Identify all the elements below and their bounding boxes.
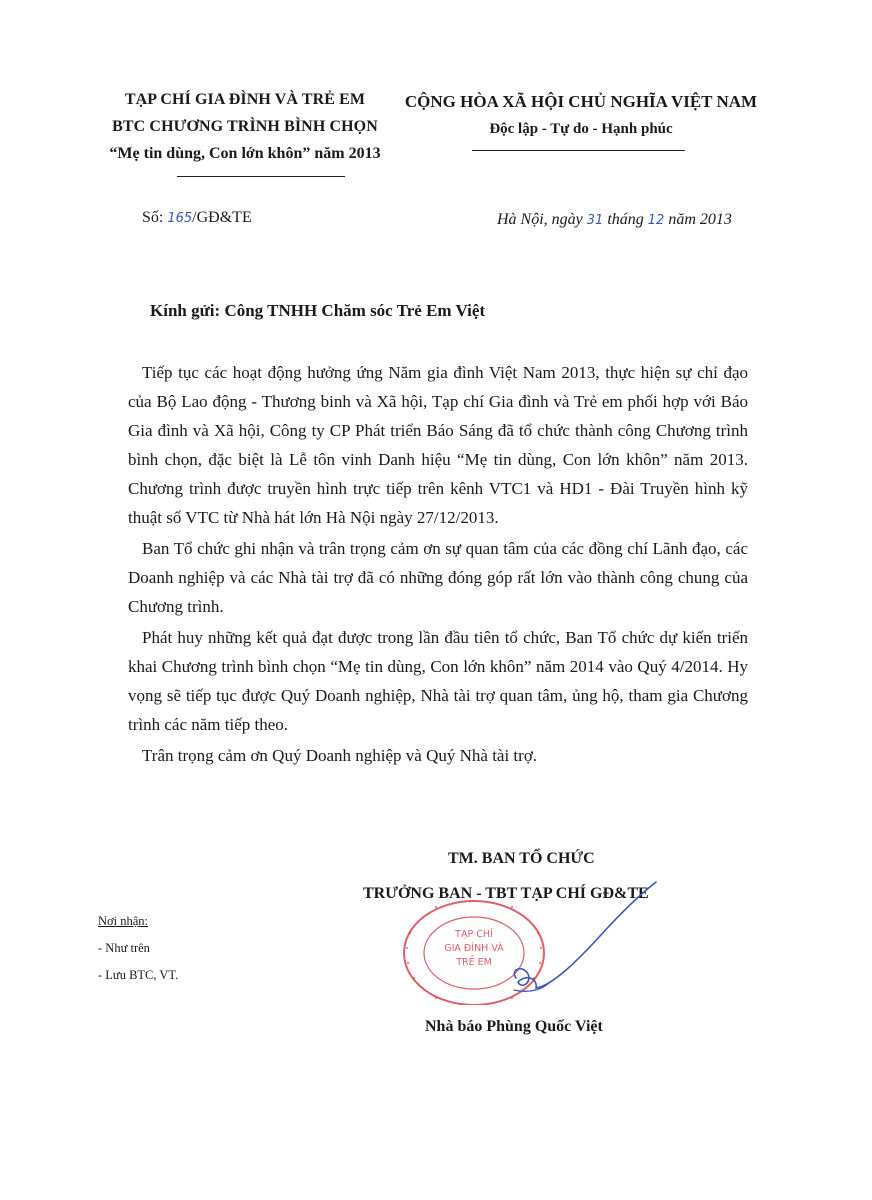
date-month-label: tháng (603, 211, 648, 228)
body-paragraph: Phát huy những kết quả đạt được trong lần đầu tiên tổ chức, Ban Tổ chức dự kiến triển khai Chương trình bình chọn “Mẹ tin dùng, Con lớn khôn” năm 2014 vào Quý 4/2014. Hy vọng sẽ tiếp tục được Quý Doanh nghiệp, Nhà tài trợ quan tâm, ủng hộ, tham gia Chương trình các năm tiếp theo. (128, 628, 748, 734)
republic-name: CỘNG HÒA XÃ HỘI CHỦ NGHĨA VIỆT NAM (404, 92, 758, 111)
stamp-line-1: TẠP CHÍ (455, 929, 493, 940)
motto: Độc lập - Tự do - Hạnh phúc (489, 121, 673, 137)
distribution-list (98, 908, 178, 989)
date-place-label: Hà Nội, ngày (497, 211, 587, 228)
org-underline (177, 176, 345, 177)
place-and-date (497, 208, 732, 233)
stamp-line-3: TRẺ EM (456, 957, 492, 968)
signer-name: Nhà báo Phùng Quốc Việt (425, 1018, 603, 1035)
body-paragraph: Tiếp tục các hoạt động hưởng ứng Năm gia đình Việt Nam 2013, thực hiện sự chỉ đạo của Bộ Lao động - Thương binh và Xã hội, Tạp chí Gia đình và Trẻ em phối hợp với Báo Gia đình và Xã hội, Công ty CP Phát triển Báo Sáng đã tổ chức thành công Chương trình bình chọn, đặc biệt là Lễ tôn vinh Danh hiệu “Mẹ tin dùng, Con lớn khôn” năm 2013. Chương trình được truyền hình trực tiếp trên kênh VTC1 và HD1 - Đài Truyền hình kỹ thuật số VTC từ Nhà hát lớn Hà Nội ngày 27/12/2013. (128, 363, 748, 527)
letter-body (128, 359, 748, 774)
motto-underline (472, 150, 685, 151)
addressee: Kính gửi: Công TNHH Chăm sóc Trẻ Em Việt (150, 301, 486, 320)
body-paragraph: Trân trọng cảm ơn Quý Doanh nghiệp và Quý Nhà tài trợ. (142, 746, 538, 766)
date-day: 31 (586, 213, 604, 228)
org-program: “Mẹ tin dùng, Con lớn khôn” năm 2013 (109, 145, 381, 162)
distribution-item: - Lưu BTC, VT. (98, 968, 179, 982)
handwritten-number: 165 (167, 211, 193, 226)
document-number-prefix: Số: (142, 209, 168, 226)
national-motto (395, 88, 767, 143)
stamp-line-2: GIA ĐÌNH VÀ (444, 943, 504, 954)
distribution-heading: Nơi nhận: (98, 914, 149, 928)
org-name: TẠP CHÍ GIA ĐÌNH VÀ TRẺ EM (124, 91, 366, 108)
distribution-item: - Như trên (98, 941, 150, 955)
body-paragraph: Ban Tổ chức ghi nhận và trân trọng cảm ơn sự quan tâm của các đồng chí Lãnh đạo, các Doanh nghiệp và các Nhà tài trợ đã có những đóng góp rất lớn vào thành công chung của Chương trình. (128, 538, 748, 616)
org-committee: BTC CHƯƠNG TRÌNH BÌNH CHỌN (112, 118, 378, 135)
signature-role: TRƯỞNG BAN - TBT TẠP CHÍ GĐ&TE (363, 885, 649, 902)
date-year-label: năm 2013 (664, 211, 732, 228)
signature-title: TM. BAN TỔ CHỨC (448, 850, 595, 867)
date-month: 12 (647, 213, 665, 228)
issuing-organization (80, 86, 410, 168)
document-number (142, 206, 252, 231)
document-number-suffix: /GĐ&TE (192, 209, 252, 226)
handwritten-signature (492, 878, 682, 1018)
